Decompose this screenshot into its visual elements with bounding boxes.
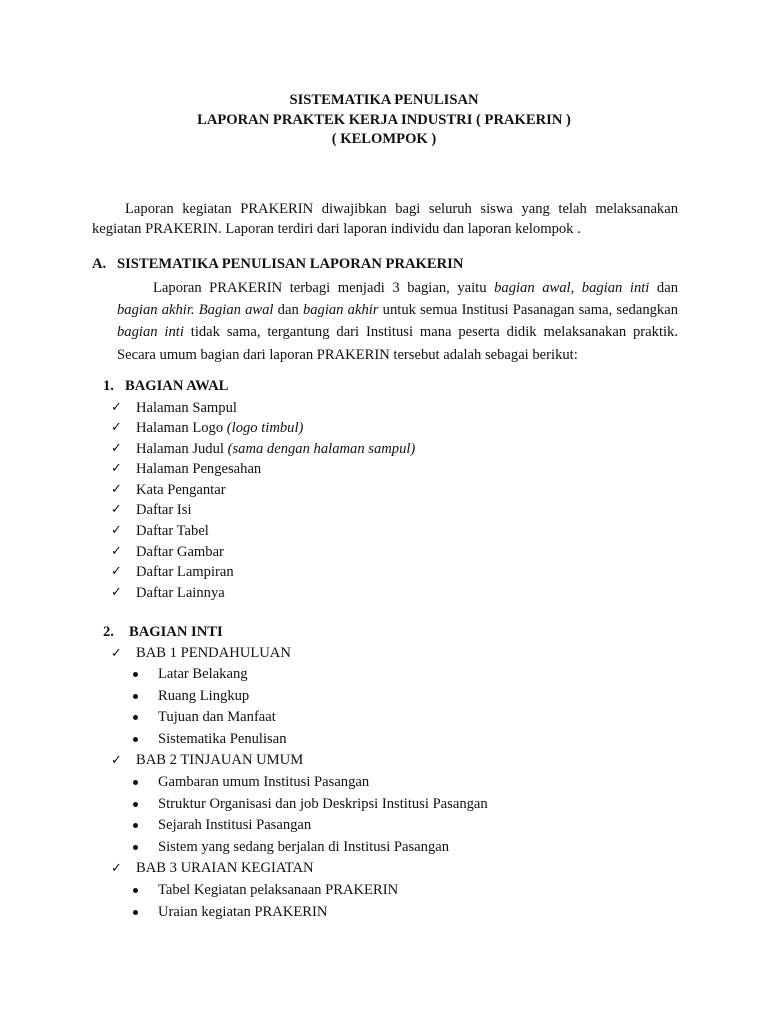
- bullet-icon: [133, 910, 138, 915]
- bullet-item: [103, 729, 488, 751]
- bullet-item: [103, 837, 488, 859]
- bullet-item-text: Sejarah Institusi Pasangan: [158, 817, 312, 834]
- bullet-item-text: Sistematika Penulisan: [158, 730, 287, 747]
- checkmark-icon: ✓: [111, 645, 122, 661]
- checkmark-icon: ✓: [111, 440, 122, 456]
- checkmark-icon: ✓: [111, 420, 122, 436]
- checkmark-icon: ✓: [111, 481, 122, 497]
- bab-title: BAB 3 URAIAN KEGIATAN: [136, 860, 314, 877]
- intro-paragraph: [92, 200, 678, 239]
- checklist-item-text: Halaman Judul: [136, 440, 228, 457]
- bullet-item-text: Sistem yang sedang berjalan di Institusi Pasangan: [158, 838, 450, 855]
- checklist-item-text: Daftar Tabel: [136, 523, 209, 540]
- section-a-paragraph: [117, 277, 678, 367]
- checkmark-icon: ✓: [111, 543, 122, 559]
- section-a-text-1: Laporan PRAKERIN terbagi menjadi 3 bagian, yaitu: [153, 279, 495, 296]
- checkmark-icon: ✓: [111, 399, 122, 415]
- checkmark-icon: ✓: [111, 523, 122, 539]
- checklist-item-text: Daftar Lampiran: [136, 564, 234, 581]
- bullet-item-text: Uraian kegiatan PRAKERIN: [158, 903, 328, 920]
- title-line-1: SISTEMATIKA PENULISAN: [289, 92, 479, 108]
- checkmark-icon: ✓: [111, 753, 122, 769]
- bullet-item-text: Struktur Organisasi dan job Deskripsi Institusi Pasangan: [158, 795, 488, 812]
- bullet-item: [103, 815, 488, 837]
- bab-title: BAB 1 PENDAHULUAN: [136, 644, 291, 661]
- checklist-item-text: Halaman Sampul: [136, 399, 237, 416]
- checklist-item-text: Daftar Gambar: [136, 543, 224, 560]
- bullet-item: [103, 664, 488, 686]
- bullet-item-text: Gambaran umum Institusi Pasangan: [158, 774, 370, 791]
- checklist-item: [103, 418, 415, 439]
- bab-title: BAB 2 TINJAUAN UMUM: [136, 752, 304, 769]
- bab-sub-list: [103, 772, 488, 858]
- bab-item: [103, 643, 488, 665]
- section-a-italic-3: bagian akhir: [302, 301, 379, 318]
- bagian-awal-heading: [103, 377, 415, 397]
- bullet-icon: [133, 845, 138, 850]
- checklist-item-note: (sama dengan halaman sampul): [227, 440, 416, 457]
- section-a: [92, 255, 682, 366]
- bab-item: [103, 750, 488, 772]
- section-a-title: SISTEMATIKA PENULISAN LAPORAN PRAKERIN: [117, 256, 464, 272]
- checklist-item: [103, 398, 415, 419]
- checkmark-icon: ✓: [111, 461, 122, 477]
- bagian-inti-title: BAGIAN INTI: [129, 624, 223, 640]
- bullet-icon: [133, 715, 138, 720]
- bullet-item: [103, 686, 488, 708]
- bagian-awal-number: 1.: [103, 378, 114, 394]
- bullet-icon: [133, 737, 138, 742]
- bagian-inti-list: [103, 643, 488, 924]
- bullet-item-text: Tujuan dan Manfaat: [158, 709, 276, 726]
- checklist-item-text: Daftar Isi: [136, 502, 192, 519]
- bagian-awal-title: BAGIAN AWAL: [125, 378, 229, 394]
- bullet-item: [103, 772, 488, 794]
- bullet-icon: [133, 823, 138, 828]
- checkmark-icon: ✓: [111, 861, 122, 877]
- bagian-awal: [103, 377, 415, 603]
- section-a-letter: A.: [92, 256, 107, 272]
- section-a-text-3: dan: [273, 301, 303, 318]
- checklist-item: [103, 500, 415, 521]
- bullet-item-text: Latar Belakang: [158, 666, 248, 683]
- intro-text: Laporan kegiatan PRAKERIN diwajibkan bagi seluruh siswa yang telah melaksanakan kegiatan PRAKERIN. Laporan terdiri dari laporan individu dan laporan kelompok .: [92, 201, 678, 237]
- section-a-italic-4: bagian inti: [117, 324, 184, 341]
- bullet-item: [103, 880, 488, 902]
- bullet-item: [103, 707, 488, 729]
- bullet-item-text: Ruang Lingkup: [158, 687, 250, 704]
- title-line-2: LAPORAN PRAKTEK KERJA INDUSTRI ( PRAKERIN ): [197, 111, 571, 128]
- checklist-item: [103, 480, 415, 501]
- bullet-item: [103, 902, 488, 924]
- bab-item: [103, 858, 488, 880]
- bagian-inti-number: 2.: [103, 624, 114, 640]
- section-a-heading: [92, 255, 682, 275]
- checklist-item-text: Halaman Logo: [136, 420, 227, 437]
- checklist-item: [103, 521, 415, 542]
- checklist-item: [103, 542, 415, 563]
- checklist-item: [103, 562, 415, 583]
- checklist-item-text: Kata Pengantar: [136, 481, 226, 498]
- bagian-inti-heading: [103, 623, 488, 643]
- bullet-icon: [133, 780, 138, 785]
- checklist-item-text: Daftar Lainnya: [136, 584, 225, 601]
- section-a-text-2: dan: [649, 279, 678, 296]
- checklist-item: [103, 459, 415, 480]
- section-a-text-4: untuk semua Institusi Pasanagan sama, sedangkan: [378, 301, 678, 318]
- checklist-item: [103, 439, 415, 460]
- bullet-item-text: Tabel Kegiatan pelaksanaan PRAKERIN: [158, 882, 399, 899]
- bab-sub-list: [103, 880, 488, 923]
- document-title: [0, 91, 768, 150]
- bullet-item: [103, 794, 488, 816]
- bullet-icon: [133, 694, 138, 699]
- bullet-icon: [133, 672, 138, 677]
- checkmark-icon: ✓: [111, 564, 122, 580]
- checklist-item: [103, 583, 415, 604]
- section-a-italic-2: bagian akhir. Bagian awal: [117, 301, 274, 318]
- checkmark-icon: ✓: [111, 584, 122, 600]
- bagian-inti: [103, 623, 488, 923]
- bagian-awal-list: [103, 398, 415, 604]
- bullet-icon: [133, 802, 138, 807]
- checklist-item-text: Halaman Pengesahan: [136, 461, 262, 478]
- title-line-3: ( KELOMPOK ): [331, 131, 437, 147]
- bullet-icon: [133, 888, 138, 893]
- bab-sub-list: [103, 664, 488, 750]
- checkmark-icon: ✓: [111, 502, 122, 518]
- checklist-item-note: (logo timbul): [226, 420, 304, 437]
- section-a-italic-1: bagian awal, bagian inti: [494, 279, 650, 296]
- section-a-text-5: tidak sama, tergantung dari Institusi mana peserta didik melaksanakan praktik. Secara umum bagian dari laporan PRAKERIN tersebut adalah sebagai berikut:: [117, 324, 678, 363]
